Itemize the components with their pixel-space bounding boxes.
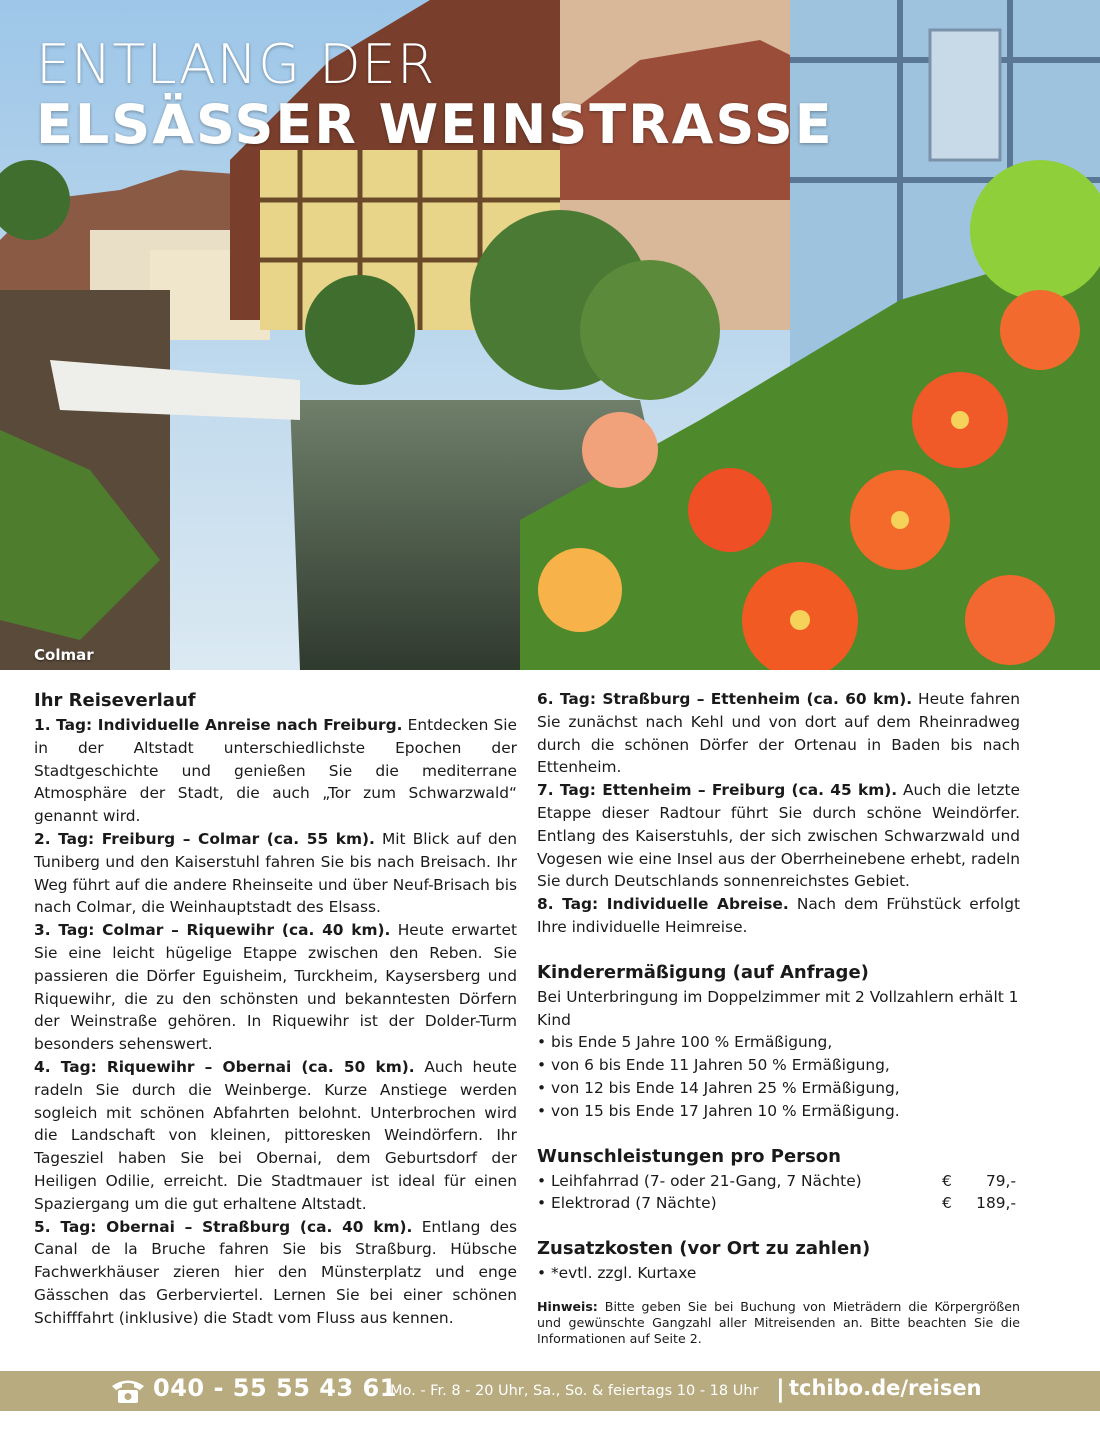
list-item: • von 12 bis Ende 14 Jahren 25 % Ermäßigung,: [537, 1077, 1020, 1100]
contact-footer: [0, 1371, 1100, 1411]
children-heading: Kinderermäßigung (auf Anfrage): [537, 961, 869, 983]
day-8-title: 8. Tag: Individuelle Abreise.: [537, 895, 789, 914]
price-amount: 189,-: [976, 1194, 1016, 1213]
costs-list: [537, 1262, 1020, 1285]
telephone-icon: [110, 1377, 146, 1405]
day-1-title: 1. Tag: Individuelle Anreise nach Freiburg.: [34, 716, 403, 734]
website-link[interactable]: tchibo.de/reisen: [789, 1376, 982, 1400]
day-5-text: Entlang des Canal de la Bruche fahren Sie bis Straßburg. Hübsche Fachwerkhäuser zieren hier den Münsterplatz und enge Gässchen das Gerberviertel. Lernen Sie bei einer schönen Schifffahrt (inklusive) die Stadt vom Fluss aus kennen.: [34, 1217, 517, 1327]
day-7-text: Auch die letzte Etappe dieser Radtour führt Sie durch schöne Weindörfer. Entlang des Kaiserstuhls, der sich zwischen Schwarzwald und Vogesen wie eine Insel aus der Oberrheinebene erhebt, radeln Sie durch Deutschlands sonnenreichstes Gebiet.: [537, 781, 1020, 891]
list-item: • bis Ende 5 Jahre 100 % Ermäßigung,: [537, 1031, 1020, 1054]
footer-separator: |: [776, 1375, 785, 1403]
day-4-title: 4. Tag: Riquewihr – Obernai (ca. 50 km).: [34, 1057, 415, 1076]
children-discount-list: [537, 1031, 1020, 1122]
list-item: • von 6 bis Ende 11 Jahren 50 % Ermäßigung,: [537, 1054, 1020, 1077]
day-3: [34, 919, 517, 1056]
page-title: [36, 33, 834, 156]
itinerary-heading: Ihr Reiseverlauf: [34, 690, 196, 711]
hero-photo: [0, 0, 1100, 670]
day-8-text: Nach dem Frühstück erfolgt Ihre individuelle Heimreise.: [537, 895, 1020, 936]
day-4: [34, 1056, 517, 1216]
title-line-2: ELSÄSSER WEINSTRASSE: [36, 93, 834, 156]
note-text: Bitte geben Sie bei Buchung von Mieträdern die Körpergrößen und gewünschte Gangzahl aller Mitreisenden an. Bitte beachten Sie die Informationen auf Seite 2.: [537, 1298, 1020, 1347]
day-2: [34, 828, 517, 919]
day-3-text: Heute erwartet Sie eine leicht hügelige Etappe zwischen den Reben. Sie passieren die Dörfer Eguisheim, Turckheim, Kaysersberg und Riquewihr, die zu den schönsten und bekanntesten Dörfern der Weinstraße gehören. In Riquewihr ist der Dolder-Turm besonders sehenswert.: [34, 921, 517, 1054]
day-1-text: Entdecken Sie in der Altstadt unterschiedlichste Epochen der Stadtgeschichte und genießen Sie die mediterrane Atmosphäre der Stadt, die auch „Tor zum Schwarzwald“ genannt wird.: [34, 716, 517, 826]
day-8: [537, 893, 1020, 939]
day-6-text: Heute fahren Sie zunächst nach Kehl und von dort auf dem Rheinradweg durch die schönen Dörfer der Ortenau in Baden bis nach Ettenheim.: [537, 690, 1021, 777]
day-2-text: Mit Blick auf den Tuniberg und den Kaiserstuhl fahren Sie bis nach Breisach. Ihr Weg führt auf die andere Rheinseite und über Neuf-Brisach bis nach Colmar, die Weinhauptstadt des Elsass.: [34, 829, 518, 917]
price-currency: €: [942, 1194, 952, 1213]
price-label: • Leihfahrrad (7- oder 21-Gang, 7 Nächte): [537, 1171, 862, 1190]
day-6-title: 6. Tag: Straßburg – Ettenheim (ca. 60 km).: [537, 690, 913, 708]
title-line-1: ENTLANG DER: [36, 33, 436, 96]
price-label: • Elektrorad (7 Nächte): [537, 1194, 717, 1213]
day-5-title: 5. Tag: Obernai – Straßburg (ca. 40 km).: [34, 1217, 413, 1236]
details-column: [537, 688, 1020, 1348]
day-7-title: 7. Tag: Ettenheim – Freiburg (ca. 45 km).: [537, 781, 898, 800]
list-item: • von 15 bis Ende 17 Jahren 10 % Ermäßigung.: [537, 1100, 1020, 1123]
day-7: [537, 779, 1020, 893]
day-3-title: 3. Tag: Colmar – Riquewihr (ca. 40 km).: [34, 921, 391, 940]
list-item: • *evtl. zzgl. Kurtaxe: [537, 1262, 1020, 1285]
costs-heading: Zusatzkosten (vor Ort zu zahlen): [537, 1238, 871, 1260]
price-currency: €: [942, 1171, 952, 1190]
opening-hours: Mo. - Fr. 8 - 20 Uhr, Sa., So. & feiertags 10 - 18 Uhr: [390, 1383, 759, 1399]
price-row: [537, 1192, 1020, 1215]
day-1: [34, 714, 517, 828]
day-6: [537, 688, 1020, 779]
price-row: [537, 1170, 1020, 1193]
day-2-title: 2. Tag: Freiburg – Colmar (ca. 55 km).: [34, 829, 375, 848]
photo-caption: Colmar: [34, 646, 94, 664]
children-intro: Bei Unterbringung im Doppelzimmer mit 2 Vollzahlern erhält 1 Kind: [537, 987, 1019, 1029]
note-label: Hinweis:: [537, 1298, 598, 1314]
day-5: [34, 1216, 517, 1330]
itinerary-column: [34, 688, 517, 1330]
extras-heading: Wunschleistungen pro Person: [537, 1145, 841, 1167]
price-amount: 79,-: [985, 1171, 1016, 1190]
day-4-text: Auch heute radeln Sie durch die Weinberge. Kurze Anstiege werden sogleich mit schönen Abfahrten belohnt. Unterbrochen wird die Landschaft von kleinen, pittoresken Weindörfern. Ihr Tagesziel haben Sie bei Obernai, dem Geburtsdorf der Heiligen Odilie, erreicht. Die Stadtmauer ist ideal für einen Spaziergang um die gut erhaltene Altstadt.: [34, 1057, 518, 1213]
phone-number[interactable]: 040 - 55 55 43 61: [153, 1374, 397, 1402]
note: [537, 1299, 1020, 1348]
